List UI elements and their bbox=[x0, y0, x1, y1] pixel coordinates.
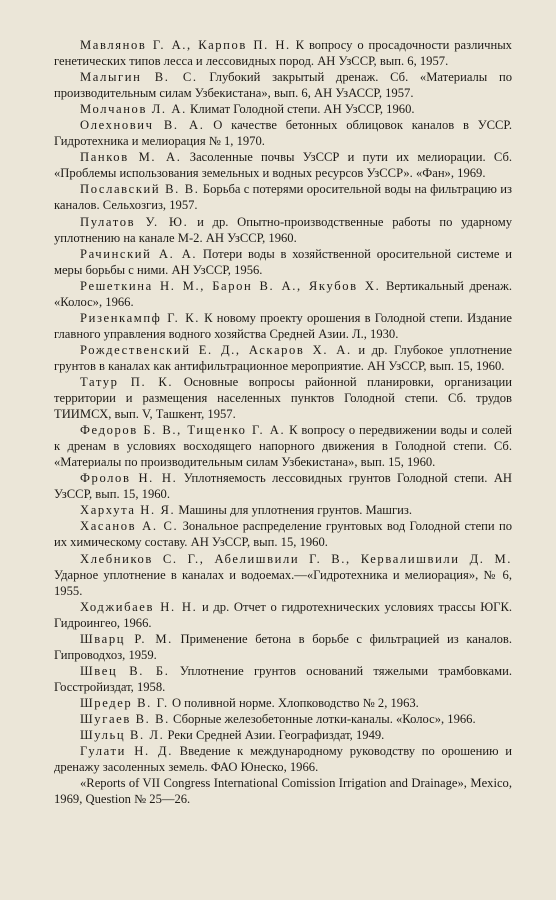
entry-author: Молчанов Л. А. bbox=[80, 102, 187, 117]
bibliography-entry bbox=[54, 181, 512, 213]
bibliography-entry bbox=[54, 374, 512, 422]
bibliography-entry bbox=[54, 214, 512, 246]
bibliography-entry bbox=[54, 246, 512, 278]
entry-author: Гулати Н. Д. bbox=[80, 744, 173, 759]
entry-author: Малыгин В. С. bbox=[80, 70, 198, 85]
entry-author: Швец В. Б. bbox=[80, 663, 170, 678]
entry-text: Глубокий закрытый дренаж. Сб. «Материалы по производительным силам Узбекистана», вып. 6, АН УзАССР, 1957. bbox=[54, 70, 513, 101]
entry-text: Введение к международному руководству по орошению и дренажу засоленных земель. ФАО Юнеско, 1966. bbox=[54, 744, 512, 775]
entry-text: Климат Голодной степи. АН УзССР, 1960. bbox=[190, 102, 415, 117]
bibliography-entry bbox=[54, 599, 512, 631]
entry-text: К новому проекту орошения в Голодной степи. Издание главного управления водного хозяйства Средней Азии. Л., 1930. bbox=[54, 310, 512, 341]
entry-author: Рождественский Е. Д., Аскаров Х. А. bbox=[80, 342, 352, 357]
bibliography-entry bbox=[54, 278, 512, 310]
entry-text: и др. Опытно-производственные работы по ударному уплотнению на канале М-2. АН УзССР, 1960. bbox=[54, 214, 512, 245]
entry-author: Решеткина Н. М., Барон В. А., Якубов Х. bbox=[80, 278, 381, 293]
entry-author: Ризенкампф Г. К. bbox=[80, 310, 200, 325]
entry-text: Основные вопросы районной планировки, организации территории и размещения населенных пунктов Голодной степи. Сб. трудов ТИИМСХ, вып. V, Ташкент, 1957. bbox=[54, 374, 512, 422]
entry-author: Хархута Н. Я. bbox=[80, 503, 176, 518]
entry-text: К вопросу о передвижении воды и солей к дренам в условиях восходящего напорного движения в Голодной степи. Сб. «Материалы по производительным силам Узбекистана», вып. 15, 1960. bbox=[54, 423, 512, 470]
entry-author: Хасанов А. С. bbox=[80, 519, 179, 534]
entry-text: Уплотняемость лессовидных грунтов Голодной степи. АН УзССР, вып. 15, 1960. bbox=[54, 471, 513, 502]
bibliography-entry bbox=[54, 695, 512, 711]
entry-author: Шварц Р. М. bbox=[80, 631, 173, 646]
entry-text: Сборные железобетонные лотки-каналы. «Колос», 1966. bbox=[173, 711, 476, 726]
bibliography-page bbox=[54, 37, 512, 807]
entry-text: Засоленные почвы УзССР и пути их мелиорации. Сб. «Проблемы использования земельных и водных ресурсов УзССР». «Фан», 1969. bbox=[54, 150, 513, 181]
bibliography-entry bbox=[54, 551, 512, 599]
entry-author: Фролов Н. Н. bbox=[80, 471, 178, 486]
bibliography-entry bbox=[54, 502, 512, 518]
entry-text: Зональное распределение грунтовых вод Голодной степи по их химическому составу. АН УзССР, вып. 15, 1960. bbox=[54, 519, 512, 550]
entry-text: и др. Отчет о гидротехнических условиях трассы ЮГК. Гидроингео, 1966. bbox=[54, 599, 512, 630]
bibliography-entry bbox=[54, 727, 512, 743]
entry-text: Реки Средней Азии. Географиздат, 1949. bbox=[167, 728, 385, 743]
bibliography-entry bbox=[54, 422, 512, 470]
entry-text: Машины для уплотнения грунтов. Машгиз. bbox=[178, 503, 413, 518]
entry-author: Шугаев В. В. bbox=[80, 711, 170, 726]
entry-author: Панков М. А. bbox=[80, 150, 182, 165]
entry-author: Олехнович В. А. bbox=[80, 118, 205, 133]
entry-author: Рачинский А. А. bbox=[80, 246, 198, 261]
entry-text: Потери воды в хозяйственной оросительной системе и меры борьбы с ними. АН УзССР, 1956. bbox=[54, 246, 512, 277]
entry-author: Пославский В. В. bbox=[80, 182, 200, 197]
entry-text: О поливной норме. Хлопководство № 2, 1963. bbox=[171, 695, 419, 710]
entry-text: и др. Глубокое уплотнение грунтов в каналах как антифильтрационное мероприятие. АН УзССР, вып. 15, 1960. bbox=[54, 342, 512, 373]
bibliography-entry bbox=[54, 743, 512, 775]
bibliography-entry bbox=[54, 711, 512, 727]
entry-text: Применение бетона в борьбе с фильтрацией из каналов. Гипроводхоз, 1959. bbox=[54, 631, 513, 662]
bibliography-entry bbox=[54, 101, 512, 117]
bibliography-entry bbox=[54, 149, 512, 181]
bibliography-entry bbox=[54, 342, 512, 374]
entry-text: О качестве бетонных облицовок каналов в УССР. Гидротехника и мелиорация № 1, 1970. bbox=[54, 118, 512, 149]
entry-text: Вертикальный дренаж. «Колос», 1966. bbox=[54, 278, 512, 309]
entry-text: Ударное уплотнение в каналах и водоемах.—«Гидротехника и мелиорация», № 6, 1955. bbox=[54, 567, 512, 598]
entry-text: Борьба с потерями оросительной воды на фильтрацию из каналов. Сельхозгиз, 1957. bbox=[54, 182, 512, 213]
bibliography-entry bbox=[54, 37, 512, 69]
bibliography-entry bbox=[54, 310, 512, 342]
entry-author: Хлебников С. Г., Абелишвили Г. В., Кервалишвили Д. М. bbox=[80, 551, 512, 566]
entry-author: Мавлянов Г. А., Карпов П. Н. bbox=[80, 38, 291, 52]
entry-author: Пулатов У. Ю. bbox=[80, 214, 189, 229]
bibliography-entry bbox=[54, 470, 512, 502]
entry-author: Татур П. К. bbox=[80, 374, 174, 389]
entry-text: «Reports of VII Congress International Comission Irrigation and Drainage», Mexico, 1969, Question № 25—26. bbox=[54, 776, 512, 807]
entry-author: Федоров Б. В., Тищенко Г. А. bbox=[80, 423, 286, 438]
entry-text: Уплотнение грунтов оснований тяжелыми трамбовками. Госстройиздат, 1958. bbox=[54, 663, 512, 694]
entry-text: К вопросу о просадочности различных генетических типов лесса и лессовидных пород. АН УзССР, вып. 6, 1957. bbox=[54, 38, 512, 69]
bibliography-entry bbox=[54, 775, 512, 807]
entry-author: Ходжибаев Н. Н. bbox=[80, 599, 198, 614]
entry-author: Шульц В. Л. bbox=[80, 728, 165, 743]
bibliography-entry bbox=[54, 69, 512, 101]
entry-author: Шредер В. Г. bbox=[80, 695, 169, 710]
bibliography-entry bbox=[54, 518, 512, 550]
bibliography-entry bbox=[54, 117, 512, 149]
bibliography-entry bbox=[54, 663, 512, 695]
bibliography-entry bbox=[54, 631, 512, 663]
